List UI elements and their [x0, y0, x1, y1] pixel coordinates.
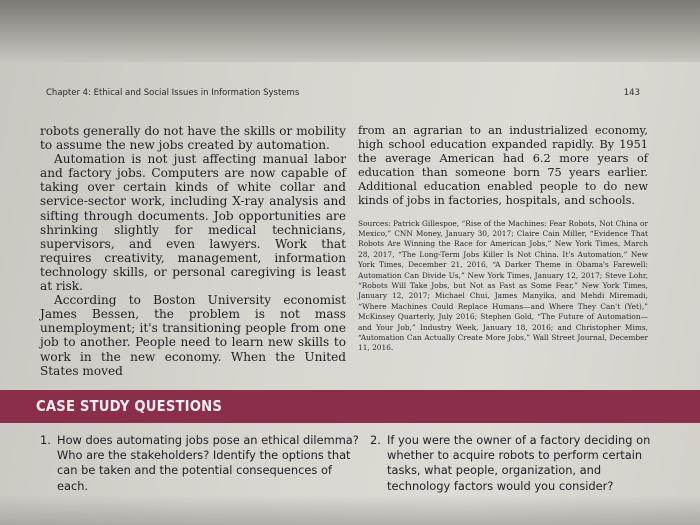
- right-column: [358, 124, 648, 354]
- running-header: [46, 88, 640, 104]
- question-number: 1.: [40, 433, 51, 447]
- paragraph: According to Boston University economist James Bessen, the problem is not mass unemployment; it's transitioning people from one job to another. People need to learn new skills to work in the new economy. When the United States moved: [40, 293, 346, 378]
- page-number: 143: [623, 88, 640, 98]
- case-study-banner: [0, 390, 700, 423]
- left-column: [40, 124, 346, 378]
- question-number: 2.: [370, 433, 381, 447]
- chapter-title: Chapter 4: Ethical and Social Issues in Information Systems: [46, 88, 300, 98]
- question-1: [40, 433, 360, 494]
- question-text: If you were the owner of a factory deciding on whether to acquire robots to perform certain tasks, what people, organization, and technology factors would you consider?: [387, 433, 651, 493]
- page-bottom-shadow: [0, 495, 700, 525]
- page-top-shadow: [0, 0, 700, 62]
- paragraph: from an agrarian to an industrialized economy, high school education expanded rapidly. By 1951 the average American had 6.2 more years of education than someone born 75 years earlier. Additional education enabled people to do new kinds of jobs in factories, hospitals, and schools.: [358, 124, 648, 208]
- paragraph: robots generally do not have the skills or mobility to assume the new jobs created by automation.: [40, 124, 346, 153]
- sources-note: Sources: Patrick Gillespoe, “Rise of the Machines: Fear Robots, Not China or Mexico,” CNN Money, January 30, 2017; Claire Cain Miller, “Evidence That Robots Are Winning the Race for American Jobs,” New York Times, March 28, 2017, “The Long-Term Jobs Killer Is Not China. It's Automation,” New York Times, December 21, 2016, “A Darker Theme in Obama's Farewell: Automation Can Divide Us,” New York Times, January 12, 2017; Steve Lohr, “Robots Will Take Jobs, but Not as Fast as Some Fear,” New York Times, January 12, 2017; Michael Chui, James Manyika, and Mehdi Miremadi, “Where Machines Could Replace Humans—and Where They Can't (Yet),” McKinsey Quarterly, July 2016; Stephen Gold, “The Future of Automation—and Your Job,” Industry Week, January 18, 2016; and Christopher Mims, “Automation Can Actually Create More Jobs,” Wall Street Journal, December 11, 2016.: [358, 218, 648, 353]
- question-2: [370, 433, 660, 494]
- paragraph: Automation is not just affecting manual labor and factory jobs. Computers are now capable of taking over certain kinds of white collar and service-sector work, including X-ray analysis and sifting through documents. Job opportunities are shrinking slightly for medical technicians, supervisors, and even lawyers. Work that requires creativity, management, information technology skills, or personal caregiving is least at risk.: [40, 152, 346, 294]
- question-text: How does automating jobs pose an ethical dilemma? Who are the stakeholders? Identify the options that can be taken and the potential consequences of each.: [57, 433, 359, 493]
- case-study-title: CASE STUDY QUESTIONS: [36, 397, 223, 415]
